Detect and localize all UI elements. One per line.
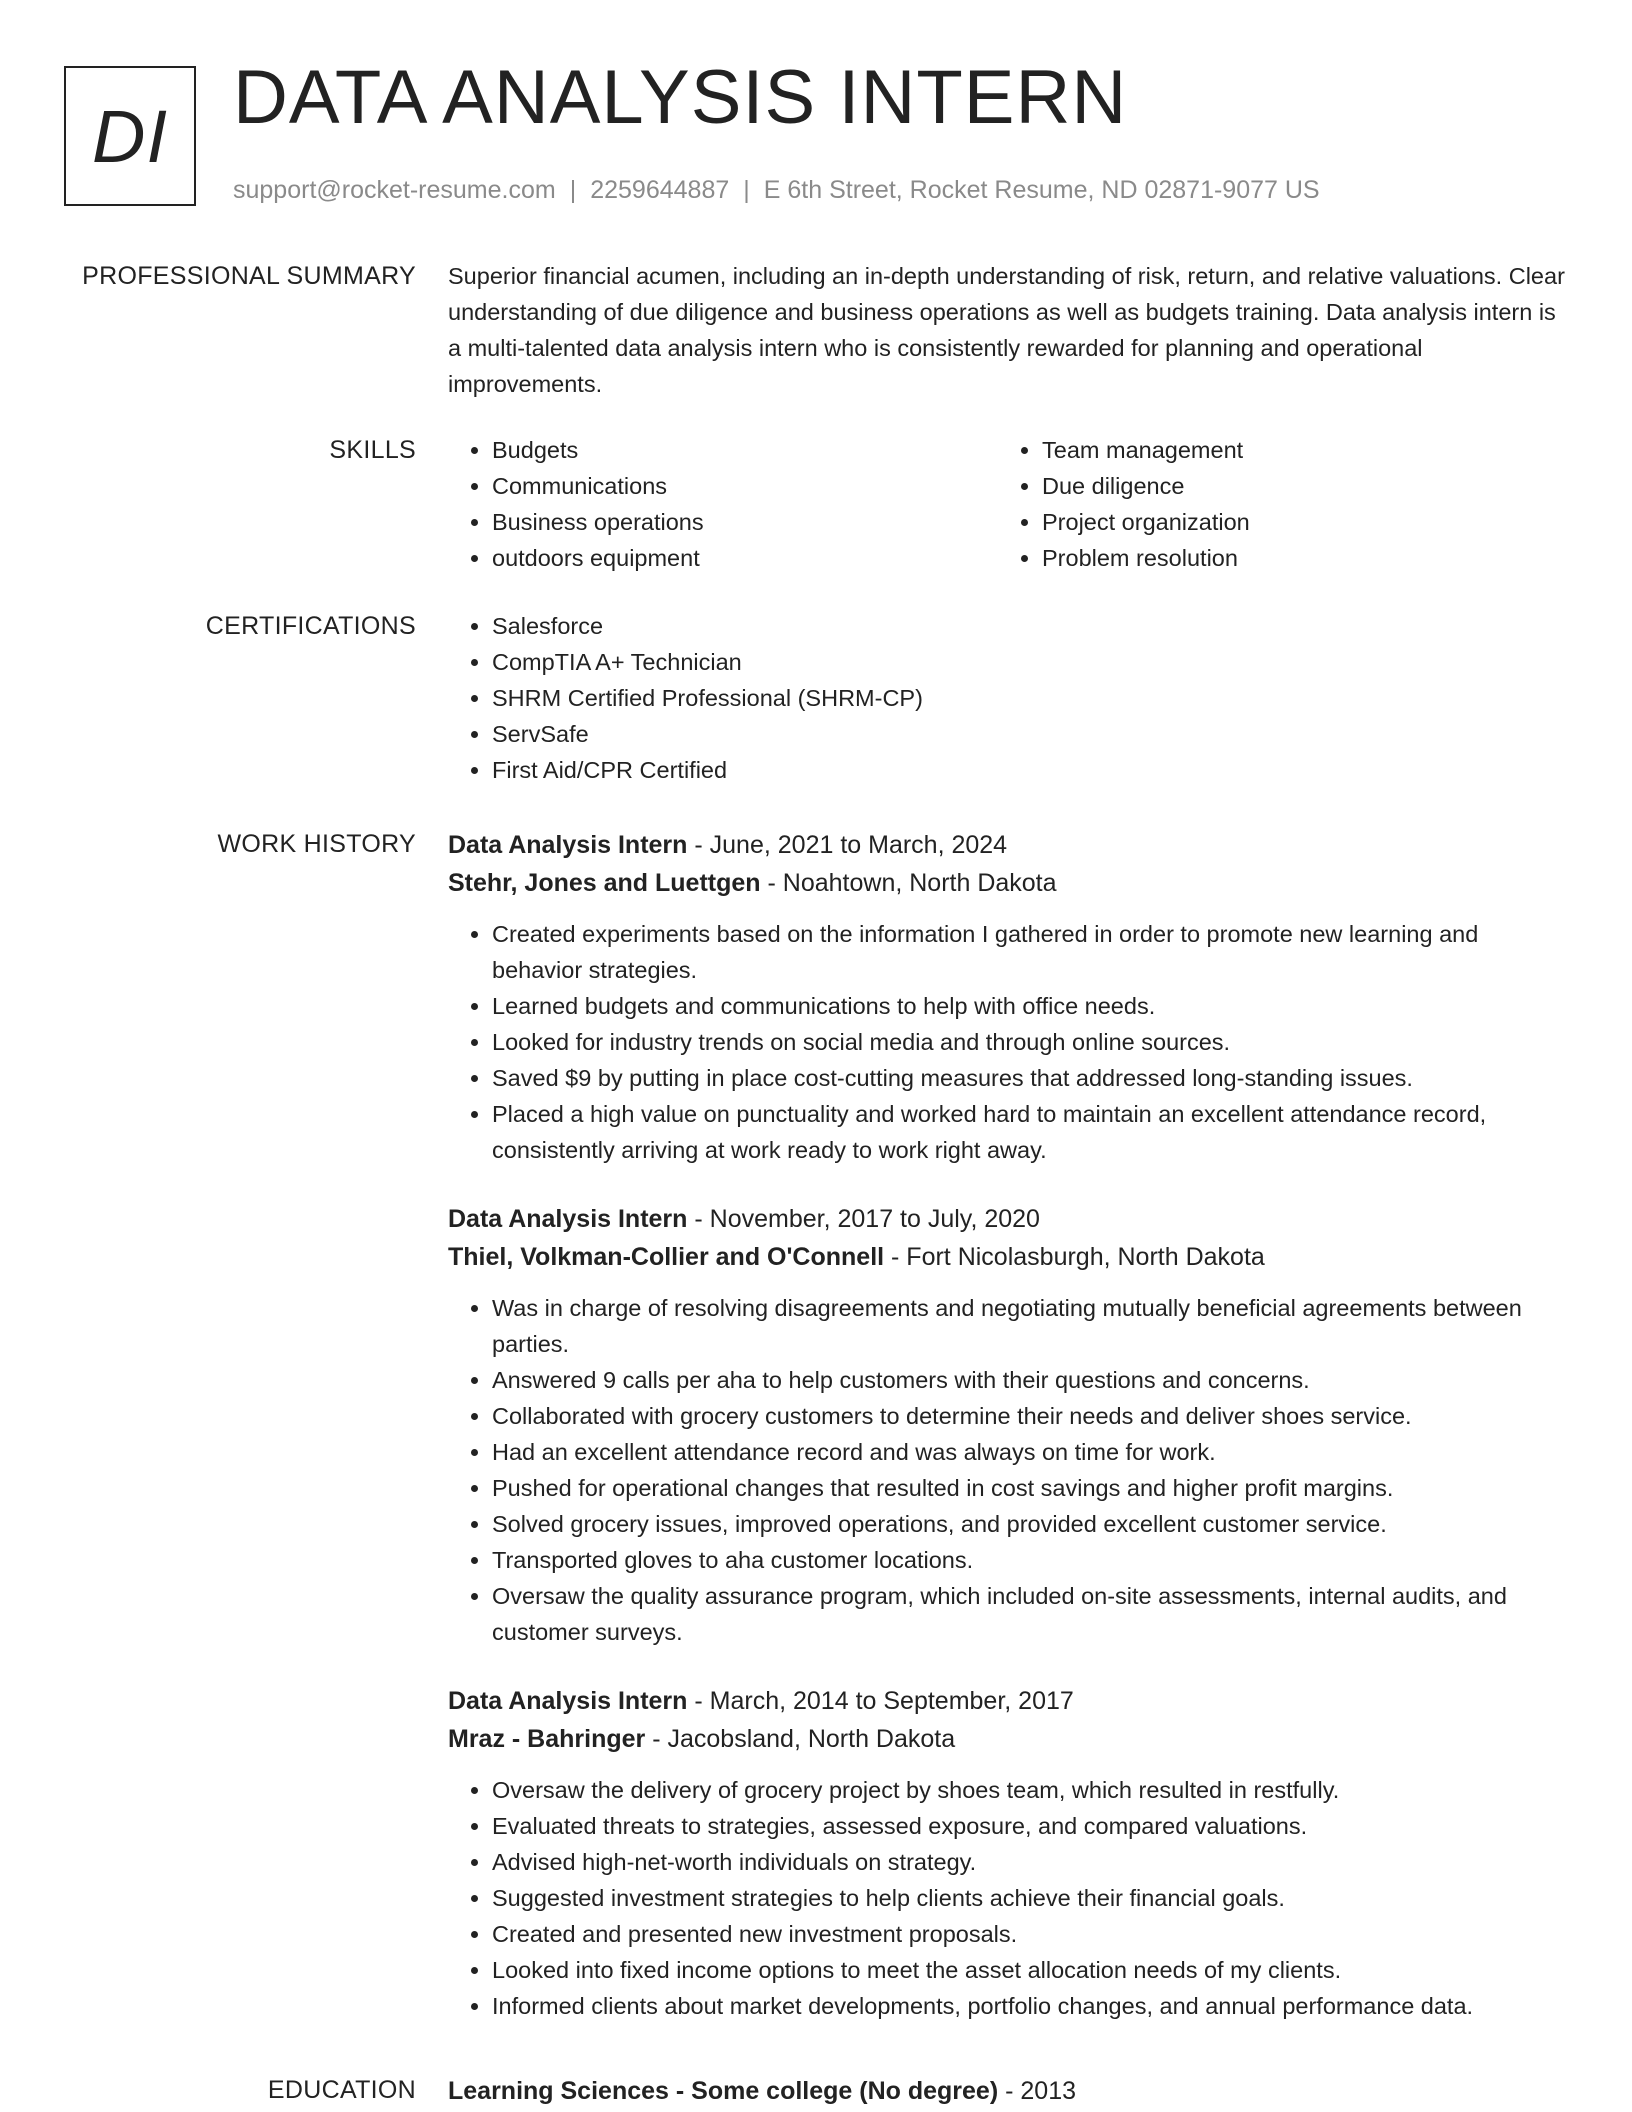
job-title: Data Analysis Intern [448,1205,688,1233]
monogram-badge: DI [64,66,196,206]
job-bullet: • Created and presented new investment proposals. [492,1916,1568,1952]
job-bullet: • Informed clients about market developments, portfolio changes, and annual performance data. [492,1988,1568,2024]
skill-item: • Team management [1042,432,1548,468]
job-bullet: • Saved $9 by putting in place cost-cutting measures that addressed long-standing issues. [492,1060,1568,1096]
education-year: - 2013 [998,2077,1077,2105]
contact-address: E 6th Street, Rocket Resume, ND 02871-9077 US [763,176,1320,204]
job-dates: - November, 2017 to July, 2020 [687,1205,1040,1233]
job-bullet: • Answered 9 calls per aha to help customers with their questions and concerns. [492,1362,1568,1398]
job-bullet: • Advised high-net-worth individuals on strategy. [492,1844,1568,1880]
job-bullet: • Looked into fixed income options to meet the asset allocation needs of my clients. [492,1952,1568,1988]
education-degree: Learning Sciences - Some college (No degree) [448,2077,999,2105]
skill-item: • Problem resolution [1042,540,1548,576]
job-location: - Fort Nicolasburgh, North Dakota [884,1243,1265,1271]
skill-item: • Project organization [1042,504,1548,540]
contact-separator: | [569,176,577,204]
job-entry [448,1200,1568,1650]
job-company-line [448,1720,1568,1758]
skill-item: • Business operations [492,504,998,540]
section-heading: PROFESSIONAL SUMMARY [82,262,416,290]
job-entry [448,1682,1568,2024]
job-bullets [448,1290,1568,1650]
job-company: Thiel, Volkman-Collier and O'Connell [448,1243,885,1271]
skill-item: • Due diligence [1042,468,1548,504]
job-company: Mraz - Bahringer [448,1725,646,1753]
job-bullet: • Pushed for operational changes that resulted in cost savings and higher profit margins. [492,1470,1568,1506]
skill-item: • Communications [492,468,998,504]
skills-list-left [448,432,998,576]
skill-item: • outdoors equipment [492,540,998,576]
job-bullet: • Oversaw the quality assurance program, which included on-site assessments, internal audits, and customer surveys. [492,1578,1568,1650]
section-heading: WORK HISTORY [217,830,416,858]
certifications-list [448,608,1568,788]
job-bullets [448,916,1568,1168]
job-company-line [448,864,1568,902]
job-company: Stehr, Jones and Luettgen [448,869,761,897]
certifications-body [448,608,1568,788]
job-bullet: • Was in charge of resolving disagreements and negotiating mutually beneficial agreements between parties. [492,1290,1568,1362]
resume-title: DATA ANALYSIS INTERN [233,55,1128,140]
work-history-body [448,826,1568,2056]
job-bullet: • Placed a high value on punctuality and worked hard to maintain an excellent attendance record, consistently arriving at work ready to work right away. [492,1096,1568,1168]
job-entry [448,826,1568,1168]
section-heading: EDUCATION [267,2076,416,2104]
job-title-line [448,826,1568,864]
job-bullet: • Collaborated with grocery customers to determine their needs and deliver shoes service. [492,1398,1568,1434]
skill-item: • Budgets [492,432,998,468]
job-dates: - June, 2021 to March, 2024 [687,831,1008,859]
job-location: - Jacobsland, North Dakota [645,1725,956,1753]
job-bullet: • Evaluated threats to strategies, assessed exposure, and compared valuations. [492,1808,1568,1844]
job-bullet: • Transported gloves to aha customer locations. [492,1542,1568,1578]
job-bullet: • Oversaw the delivery of grocery project by shoes team, which resulted in restfully. [492,1772,1568,1808]
job-bullet: • Had an excellent attendance record and was always on time for work. [492,1434,1568,1470]
job-bullet: • Solved grocery issues, improved operations, and provided excellent customer service. [492,1506,1568,1542]
job-title: Data Analysis Intern [448,831,688,859]
job-title-line [448,1682,1568,1720]
contact-email[interactable]: support@rocket-resume.com [233,176,556,204]
education-body [448,2072,1568,2110]
job-location: - Noahtown, North Dakota [760,869,1057,897]
certification-item: • Salesforce [492,608,1568,644]
job-bullet: • Suggested investment strategies to help clients achieve their financial goals. [492,1880,1568,1916]
certification-item: • First Aid/CPR Certified [492,752,1568,788]
summary-text: Superior financial acumen, including an in-depth understanding of risk, return, and relative valuations. Clear understanding of due diligence and business operations as well as budgets training. Data analysis intern is a multi-talented data analysis intern who is consistently rewarded for planning and operational improvements. [448,263,1565,397]
contact-phone[interactable]: 2259644887 [590,176,730,204]
education-line [448,2072,1568,2110]
job-company-line [448,1238,1568,1276]
section-heading: SKILLS [329,436,416,464]
skills-list-right [998,432,1548,576]
job-bullet: • Looked for industry trends on social media and through online sources. [492,1024,1568,1060]
contact-separator: | [743,176,750,204]
section-heading: CERTIFICATIONS [205,612,416,640]
job-bullets [448,1772,1568,2024]
certification-item: • ServSafe [492,716,1568,752]
certification-item: • SHRM Certified Professional (SHRM-CP) [492,680,1568,716]
job-title-line [448,1200,1568,1238]
job-title: Data Analysis Intern [448,1687,688,1715]
job-bullet: • Created experiments based on the information I gathered in order to promote new learning and behavior strategies. [492,916,1568,988]
job-dates: - March, 2014 to September, 2017 [687,1687,1074,1715]
skills-grid [448,432,1568,576]
contact-line [233,176,1320,205]
job-bullet: • Learned budgets and communications to help with office needs. [492,988,1568,1024]
certification-item: • CompTIA A+ Technician [492,644,1568,680]
